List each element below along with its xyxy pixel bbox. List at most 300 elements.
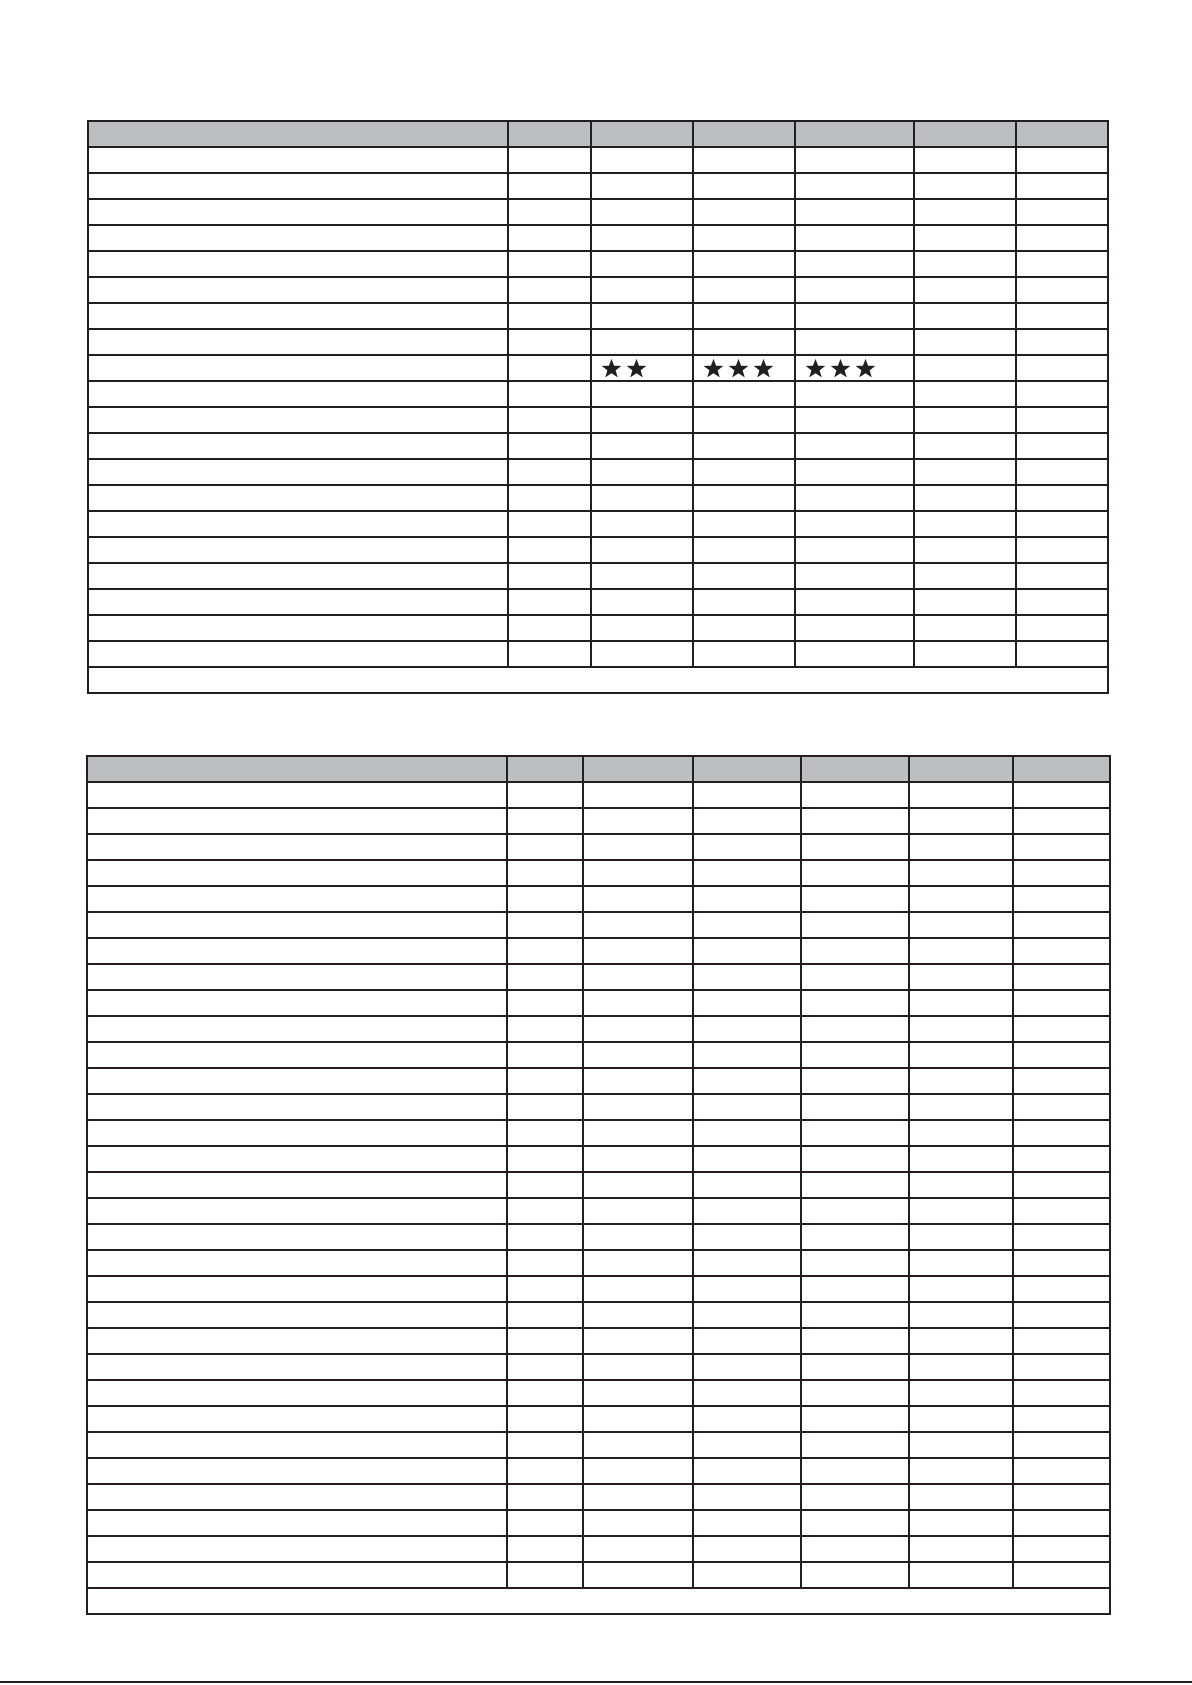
- table-2-cell: [693, 1562, 801, 1588]
- table-2-cell: [87, 1068, 507, 1094]
- table-2-row: [87, 1250, 1110, 1276]
- table-1-cell: [591, 225, 693, 251]
- table-2-cell: [87, 886, 507, 912]
- table-2-cell: [693, 808, 801, 834]
- table-2-cell: [507, 1432, 583, 1458]
- table-1-cell: [1016, 147, 1108, 173]
- table-2-cell: [801, 1250, 909, 1276]
- table-1-cell: [693, 459, 795, 485]
- table-1-header-cell: [914, 121, 1016, 147]
- table-1-row: [88, 615, 1108, 641]
- table-1-row: [88, 537, 1108, 563]
- table-2-cell: [1013, 808, 1110, 834]
- table-2-cell: [801, 782, 909, 808]
- table-2-cell: [693, 1484, 801, 1510]
- table-1-cell: [693, 589, 795, 615]
- table-1-cell: [88, 173, 508, 199]
- table-1-cell: [914, 459, 1016, 485]
- table-1-cell: [508, 303, 591, 329]
- table-1-cell: [591, 303, 693, 329]
- table-2-cell: [909, 886, 1013, 912]
- table-2-row: [87, 1302, 1110, 1328]
- table-2-cell: [693, 1432, 801, 1458]
- table-1-row: [88, 641, 1108, 667]
- table-2-cell: [909, 1328, 1013, 1354]
- table-2-row: [87, 1120, 1110, 1146]
- table-2-cell: [801, 1042, 909, 1068]
- table-1-cell: [795, 641, 914, 667]
- table-1-cell: [795, 355, 914, 381]
- table-1-row: [88, 329, 1108, 355]
- table-2-cell: [583, 1432, 693, 1458]
- table-2-cell: [909, 1094, 1013, 1120]
- table-2-cell: [87, 1224, 507, 1250]
- table-2-cell: [87, 1146, 507, 1172]
- table-2-cell: [909, 1380, 1013, 1406]
- table-2-cell: [507, 886, 583, 912]
- table-1-cell: [508, 615, 591, 641]
- table-2-cell: [909, 1198, 1013, 1224]
- table-2-header-cell: [693, 756, 801, 782]
- table-2-cell: [909, 1562, 1013, 1588]
- table-1-cell: [591, 641, 693, 667]
- table-1-cell: [591, 147, 693, 173]
- table-2-cell: [1013, 782, 1110, 808]
- table-1-cell: [508, 407, 591, 433]
- table-2-row: [87, 1536, 1110, 1562]
- table-1-cell: [508, 381, 591, 407]
- table-1-cell: [1016, 641, 1108, 667]
- table-2-cell: [801, 1198, 909, 1224]
- table-2-row: [87, 1510, 1110, 1536]
- table-2-cell: [583, 990, 693, 1016]
- table-2-cell: [909, 834, 1013, 860]
- table-2-cell: [909, 1276, 1013, 1302]
- table-2-cell: [507, 834, 583, 860]
- table-2-cell: [1013, 834, 1110, 860]
- table-2-row: [87, 1562, 1110, 1588]
- table-2-header-cell: [507, 756, 583, 782]
- table-1-cell: [693, 641, 795, 667]
- table-1-cell: [914, 641, 1016, 667]
- table-2-row: [87, 990, 1110, 1016]
- table-1-row: [88, 433, 1108, 459]
- table-1-cell: [508, 485, 591, 511]
- table-1-cell: [591, 485, 693, 511]
- table-2-cell: [1013, 1302, 1110, 1328]
- table-1-row: [88, 485, 1108, 511]
- table-1-row: [88, 199, 1108, 225]
- star-icon: [625, 357, 648, 379]
- table-2-cell: [693, 1198, 801, 1224]
- table-2-cell: [507, 1224, 583, 1250]
- table-1-cell: [693, 147, 795, 173]
- table-2-cell: [801, 1354, 909, 1380]
- table-1-cell: [693, 563, 795, 589]
- table-2-cell: [693, 1224, 801, 1250]
- table-2-cell: [1013, 1432, 1110, 1458]
- table-2-cell: [583, 1536, 693, 1562]
- table-1-row: [88, 511, 1108, 537]
- table-2-cell: [507, 1198, 583, 1224]
- table-2-cell: [507, 1068, 583, 1094]
- table-1-cell: [1016, 485, 1108, 511]
- star-icon: [829, 357, 852, 379]
- table-1-header-cell: [508, 121, 591, 147]
- table-2-cell: [801, 834, 909, 860]
- table-1-cell: [914, 615, 1016, 641]
- table-1-cell: [88, 615, 508, 641]
- table-2-row: [87, 1354, 1110, 1380]
- table-1-cell: [693, 277, 795, 303]
- table-1-cell: [795, 147, 914, 173]
- table-2-cell: [87, 964, 507, 990]
- table-1-cell: [591, 251, 693, 277]
- table-1-cell: [1016, 433, 1108, 459]
- table-2-cell: [507, 1120, 583, 1146]
- table-2-cell: [87, 912, 507, 938]
- table-1-cell: [693, 251, 795, 277]
- table-2-cell: [583, 1250, 693, 1276]
- table-2-cell: [909, 964, 1013, 990]
- star-icon: [854, 357, 877, 379]
- table-2-row: [87, 1458, 1110, 1484]
- table-1-cell: [795, 303, 914, 329]
- table-2-cell: [87, 1276, 507, 1302]
- star-icon: [727, 357, 750, 379]
- table-1-row: [88, 251, 1108, 277]
- table-2-cell: [909, 1510, 1013, 1536]
- table-2-cell: [909, 1042, 1013, 1068]
- table-2-cell: [87, 1354, 507, 1380]
- table-1-row: [88, 225, 1108, 251]
- star-icon: [752, 357, 775, 379]
- table-1-cell: [795, 173, 914, 199]
- table-1-row: [88, 303, 1108, 329]
- table-2-cell: [1013, 1120, 1110, 1146]
- table-2-cell: [693, 1146, 801, 1172]
- table-2-cell: [1013, 1562, 1110, 1588]
- table-1-header-cell: [88, 121, 508, 147]
- table-1-cell: [1016, 199, 1108, 225]
- table-1-cell: [795, 277, 914, 303]
- table-1-header-cell: [693, 121, 795, 147]
- table-2-cell: [909, 808, 1013, 834]
- table-2-cell: [909, 1406, 1013, 1432]
- table-1-cell: [88, 589, 508, 615]
- table-2-cell: [87, 938, 507, 964]
- table-2-cell: [583, 1146, 693, 1172]
- table-1-cell: [591, 589, 693, 615]
- table-1-cell: [508, 433, 591, 459]
- table-1-cell: [693, 407, 795, 433]
- table-1-row: [88, 381, 1108, 407]
- table-2-cell: [507, 1354, 583, 1380]
- table-2-cell: [909, 1120, 1013, 1146]
- table-2-cell: [693, 886, 801, 912]
- table-2-cell: [87, 1458, 507, 1484]
- table-2-row: [87, 1380, 1110, 1406]
- table-2-cell: [87, 1328, 507, 1354]
- table-2-cell: [693, 1328, 801, 1354]
- table-2-cell: [801, 964, 909, 990]
- table-2-cell: [693, 1302, 801, 1328]
- table-1-cell: [693, 303, 795, 329]
- table-2-cell: [909, 1302, 1013, 1328]
- table-1-cell: [508, 589, 591, 615]
- table-1-cell: [693, 537, 795, 563]
- table-2-row: [87, 1484, 1110, 1510]
- star-rating: [592, 357, 692, 379]
- table-2-cell: [583, 834, 693, 860]
- table-1-cell: [88, 225, 508, 251]
- table-2-cell: [909, 990, 1013, 1016]
- table-2-cell: [583, 860, 693, 886]
- table-2-footer-cell: [87, 1588, 1110, 1614]
- table-2-cell: [507, 1328, 583, 1354]
- table-1-cell: [1016, 329, 1108, 355]
- table-2-cell: [909, 782, 1013, 808]
- table-2-cell: [693, 1016, 801, 1042]
- table-1-cell: [591, 615, 693, 641]
- table-2-cell: [583, 1198, 693, 1224]
- table-2-cell: [583, 912, 693, 938]
- table-2-cell: [693, 1510, 801, 1536]
- table-2-cell: [1013, 1536, 1110, 1562]
- table-1-cell: [1016, 589, 1108, 615]
- table-2-row: [87, 860, 1110, 886]
- table-1-cell: [591, 433, 693, 459]
- table-2-cell: [801, 1562, 909, 1588]
- table-1-cell: [914, 355, 1016, 381]
- table-1-cell: [88, 277, 508, 303]
- table-1-cell: [914, 225, 1016, 251]
- table-2-cell: [1013, 938, 1110, 964]
- table-2-cell: [693, 938, 801, 964]
- table-2-row: [87, 808, 1110, 834]
- table-2-cell: [507, 1042, 583, 1068]
- table-1-cell: [914, 199, 1016, 225]
- table-2-cell: [801, 1068, 909, 1094]
- table-2-cell: [693, 1172, 801, 1198]
- table-2-cell: [693, 1276, 801, 1302]
- table-1-cell: [914, 433, 1016, 459]
- table-2-cell: [87, 1302, 507, 1328]
- table-1-cell: [88, 433, 508, 459]
- table-2-cell: [693, 1042, 801, 1068]
- table-1-cell: [508, 251, 591, 277]
- table-2-row: [87, 1198, 1110, 1224]
- table-1-cell: [1016, 173, 1108, 199]
- table-2-cell: [1013, 1354, 1110, 1380]
- table-2-cell: [507, 1510, 583, 1536]
- table-1-cell: [693, 433, 795, 459]
- table-1-cell: [795, 381, 914, 407]
- table-1-cell: [1016, 459, 1108, 485]
- table-2-cell: [801, 1276, 909, 1302]
- table-1-cell: [1016, 277, 1108, 303]
- comparison-table-2: [86, 755, 1111, 1615]
- table-2-cell: [801, 1510, 909, 1536]
- table-2-header-cell: [583, 756, 693, 782]
- table-2-cell: [1013, 1068, 1110, 1094]
- table-1-cell: [795, 459, 914, 485]
- table-2-cell: [1013, 1510, 1110, 1536]
- table-2-cell: [801, 1432, 909, 1458]
- table-1-cell: [591, 199, 693, 225]
- table-2-cell: [507, 964, 583, 990]
- table-1-cell: [795, 563, 914, 589]
- table-2-header-cell: [801, 756, 909, 782]
- table-2-cell: [801, 1380, 909, 1406]
- table-2-row: [87, 782, 1110, 808]
- table-1-cell: [914, 563, 1016, 589]
- table-1-cell: [795, 225, 914, 251]
- table-2-cell: [909, 1224, 1013, 1250]
- table-1-cell: [914, 251, 1016, 277]
- table-1-cell: [508, 511, 591, 537]
- table-1-header-row: [88, 121, 1108, 147]
- table-1-cell: [693, 615, 795, 641]
- table-2-cell: [1013, 1458, 1110, 1484]
- table-1-cell: [88, 537, 508, 563]
- table-1-cell: [914, 329, 1016, 355]
- table-2-row: [87, 912, 1110, 938]
- table-2-cell: [507, 912, 583, 938]
- table-2-cell: [1013, 1250, 1110, 1276]
- table-1-cell: [508, 563, 591, 589]
- table-2-cell: [507, 782, 583, 808]
- table-2-row: [87, 964, 1110, 990]
- table-1-cell: [88, 303, 508, 329]
- table-2-cell: [583, 1016, 693, 1042]
- table-1-cell: [88, 511, 508, 537]
- table-2-row: [87, 1224, 1110, 1250]
- table-1-header-cell: [795, 121, 914, 147]
- table-1-cell: [914, 589, 1016, 615]
- table-1-cell: [914, 537, 1016, 563]
- table-2-cell: [87, 782, 507, 808]
- table-1-cell: [591, 563, 693, 589]
- table-1-cell: [795, 511, 914, 537]
- table-2-cell: [583, 1380, 693, 1406]
- table-1-cell: [795, 329, 914, 355]
- table-2-cell: [693, 860, 801, 886]
- table-1-cell: [693, 511, 795, 537]
- table-2-cell: [583, 1510, 693, 1536]
- table-2-cell: [87, 1120, 507, 1146]
- table-2-cell: [87, 1198, 507, 1224]
- table-1-cell: [914, 511, 1016, 537]
- star-icon: [600, 357, 623, 379]
- table-2-cell: [87, 860, 507, 886]
- table-2-cell: [583, 938, 693, 964]
- table-1-cell: [914, 277, 1016, 303]
- star-icon: [804, 357, 827, 379]
- table-1-cell: [591, 329, 693, 355]
- table-2-cell: [909, 1354, 1013, 1380]
- table-2-cell: [87, 1016, 507, 1042]
- table-2-row: [87, 1276, 1110, 1302]
- table-2-cell: [693, 1094, 801, 1120]
- table-2-cell: [583, 808, 693, 834]
- table-2-cell: [801, 1484, 909, 1510]
- table-1-cell: [508, 355, 591, 381]
- table-1-cell: [591, 407, 693, 433]
- table-2-cell: [909, 912, 1013, 938]
- table-2-cell: [801, 1302, 909, 1328]
- table-1-cell: [693, 199, 795, 225]
- table-1-cell: [1016, 251, 1108, 277]
- table-2-cell: [1013, 1172, 1110, 1198]
- table-1-cell: [914, 407, 1016, 433]
- table-2-row: [87, 1146, 1110, 1172]
- table-2-cell: [801, 938, 909, 964]
- table-2-cell: [801, 1536, 909, 1562]
- table-2-cell: [583, 1042, 693, 1068]
- table-2-cell: [583, 1172, 693, 1198]
- table-2-row: [87, 1068, 1110, 1094]
- table-2-cell: [1013, 1406, 1110, 1432]
- table-2-cell: [1013, 1380, 1110, 1406]
- table-2-cell: [583, 1458, 693, 1484]
- table-1-cell: [795, 199, 914, 225]
- table-2-cell: [507, 1250, 583, 1276]
- table-2-cell: [1013, 1198, 1110, 1224]
- table-2-cell: [507, 1458, 583, 1484]
- table-1-cell: [1016, 511, 1108, 537]
- table-2-row: [87, 1042, 1110, 1068]
- table-2-row: [87, 938, 1110, 964]
- table-2-cell: [801, 912, 909, 938]
- table-2-cell: [87, 1536, 507, 1562]
- table-1-cell: [1016, 615, 1108, 641]
- table-2-cell: [87, 1094, 507, 1120]
- table-2-cell: [583, 1302, 693, 1328]
- table-2-cell: [1013, 1224, 1110, 1250]
- table-2-cell: [87, 1406, 507, 1432]
- table-2-cell: [693, 1354, 801, 1380]
- table-2-cell: [583, 1094, 693, 1120]
- table-2-cell: [1013, 1016, 1110, 1042]
- table-2-cell: [693, 1120, 801, 1146]
- table-2-cell: [507, 1484, 583, 1510]
- table-2-cell: [583, 1406, 693, 1432]
- table-1-cell: [508, 537, 591, 563]
- table-2-cell: [87, 1510, 507, 1536]
- table-1-row: [88, 589, 1108, 615]
- table-2-cell: [87, 808, 507, 834]
- table-1-cell: [914, 173, 1016, 199]
- table-1-cell: [508, 459, 591, 485]
- table-2-header-row: [87, 756, 1110, 782]
- table-2-cell: [583, 1068, 693, 1094]
- table-1-cell: [508, 277, 591, 303]
- table-2-cell: [909, 1250, 1013, 1276]
- table-2-cell: [1013, 1328, 1110, 1354]
- table-2-row: [87, 1016, 1110, 1042]
- table-2-cell: [801, 1146, 909, 1172]
- table-2-cell: [507, 1276, 583, 1302]
- table-2-cell: [693, 1458, 801, 1484]
- table-1-cell: [88, 459, 508, 485]
- table-2-cell: [693, 1250, 801, 1276]
- table-2-cell: [507, 1380, 583, 1406]
- table-2-cell: [801, 808, 909, 834]
- table-2-row: [87, 1406, 1110, 1432]
- table-2-cell: [507, 938, 583, 964]
- table-1-cell: [88, 147, 508, 173]
